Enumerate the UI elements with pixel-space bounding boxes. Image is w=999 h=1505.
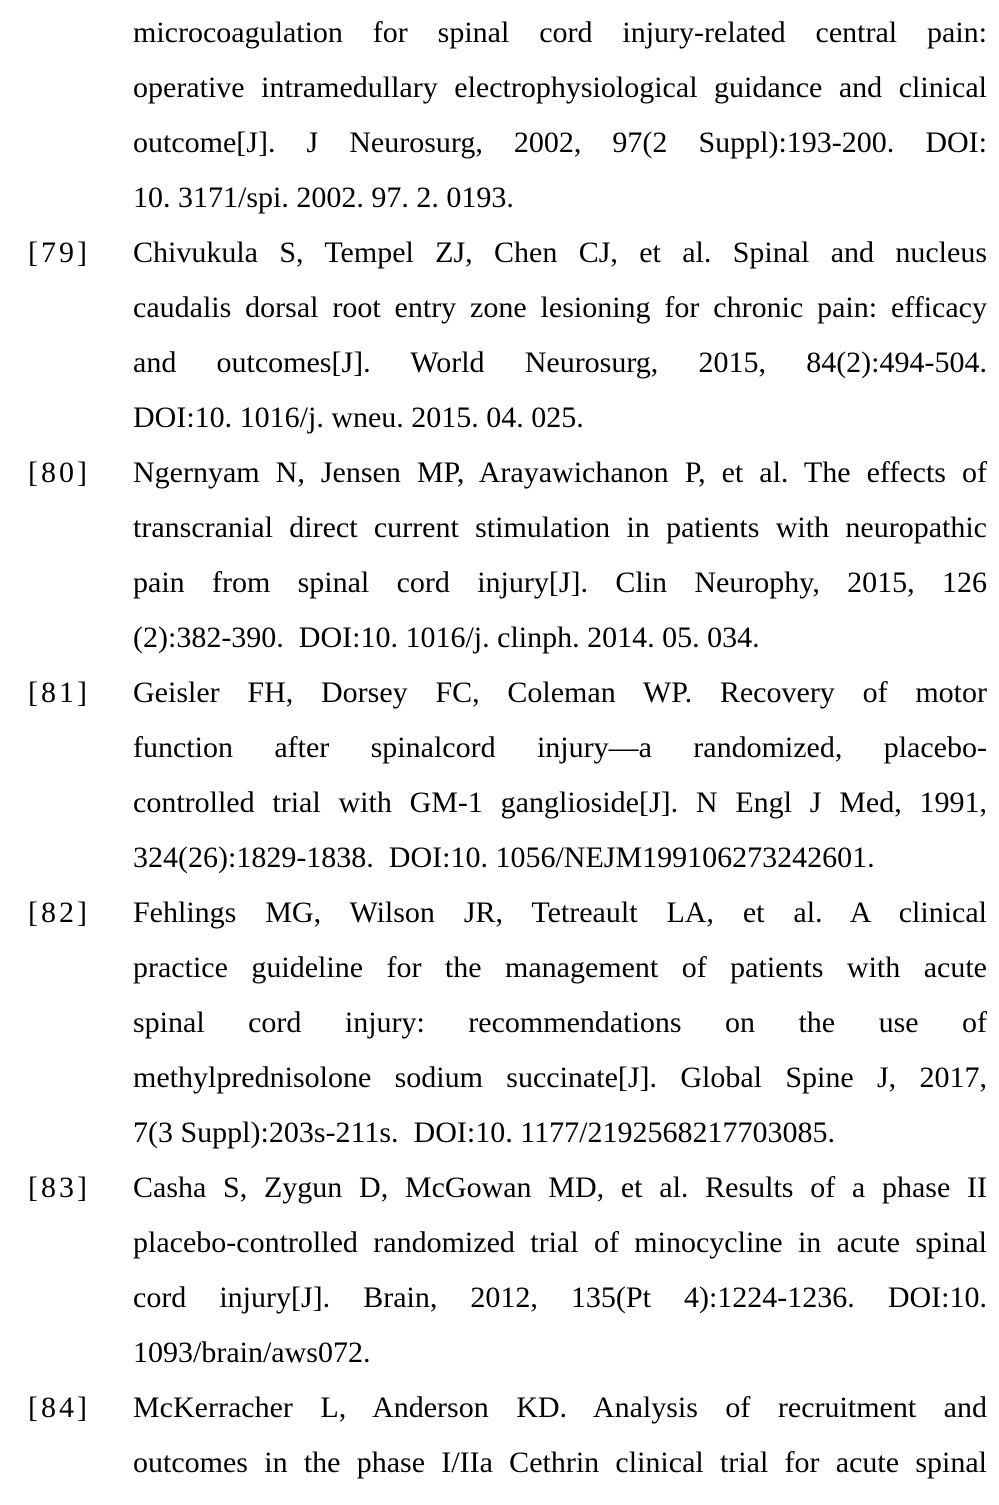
reference-item-83 [0, 1160, 999, 1380]
reference-line: and outcomes[J]. World Neurosurg, 2015, 84(2):494-504. [133, 346, 987, 379]
reference-line: cord injury[J]. Brain, 2012, 135(Pt 4):1224-1236. DOI:10. [133, 1281, 987, 1314]
reference-line: caudalis dorsal root entry zone lesioning for chronic pain: efficacy [133, 291, 987, 324]
reference-item-79 [0, 225, 999, 445]
reference-line: 7(3 Suppl):203s-211s. DOI:10. 1177/2192568217703085. [133, 1116, 835, 1149]
reference-line: (2):382-390. DOI:10. 1016/j. clinph. 2014. 05. 034. [133, 621, 760, 654]
reference-line: transcranial direct current stimulation in patients with neuropathic [133, 511, 987, 544]
reference-line: outcomes in the phase I/IIa Cethrin clinical trial for acute spinal [133, 1446, 987, 1479]
reference-line: 324(26):1829-1838. DOI:10. 1056/NEJM199106273242601. [133, 841, 875, 874]
reference-item-81 [0, 665, 999, 885]
reference-number: [82] [28, 896, 90, 929]
reference-line: 10. 3171/spi. 2002. 97. 2. 0193. [133, 181, 514, 214]
reference-line: practice guideline for the management of patients with acute [133, 951, 987, 984]
reference-item-84 [0, 1380, 999, 1490]
reference-text [133, 225, 987, 445]
reference-line: spinal cord injury: recommendations on the use of [133, 1006, 987, 1039]
reference-number: [80] [28, 456, 90, 489]
reference-line: DOI:10. 1016/j. wneu. 2015. 04. 025. [133, 401, 584, 434]
reference-text [133, 1380, 987, 1490]
reference-line: microcoagulation for spinal cord injury-related central pain: [133, 16, 987, 49]
reference-line: Casha S, Zygun D, McGowan MD, et al. Results of a phase II [133, 1171, 987, 1204]
reference-text [133, 445, 987, 665]
reference-line: Geisler FH, Dorsey FC, Coleman WP. Recovery of motor [133, 676, 987, 709]
reference-line: McKerracher L, Anderson KD. Analysis of recruitment and [133, 1391, 987, 1424]
reference-text [133, 1160, 987, 1380]
reference-text [133, 665, 987, 885]
reference-number: [83] [28, 1171, 90, 1204]
reference-number: [81] [28, 676, 90, 709]
reference-line: methylprednisolone sodium succinate[J]. Global Spine J, 2017, [133, 1061, 987, 1094]
reference-item-78-continuation [0, 5, 999, 225]
reference-line: Fehlings MG, Wilson JR, Tetreault LA, et al. A clinical [133, 896, 987, 929]
reference-line: controlled trial with GM-1 ganglioside[J]. N Engl J Med, 1991, [133, 786, 987, 819]
reference-line: operative intramedullary electrophysiological guidance and clinical [133, 71, 987, 104]
reference-line: pain from spinal cord injury[J]. Clin Neurophy, 2015, 126 [133, 566, 987, 599]
reference-line: outcome[J]. J Neurosurg, 2002, 97(2 Suppl):193-200. DOI: [133, 126, 987, 159]
reference-line: function after spinalcord injury—a randomized, placebo- [133, 731, 987, 764]
reference-text [133, 885, 987, 1160]
reference-number: [84] [28, 1391, 90, 1424]
reference-line: placebo-controlled randomized trial of minocycline in acute spinal [133, 1226, 987, 1259]
reference-line: 1093/brain/aws072. [133, 1336, 371, 1369]
reference-item-80 [0, 445, 999, 665]
reference-line: Ngernyam N, Jensen MP, Arayawichanon P, et al. The effects of [133, 456, 987, 489]
reference-item-82 [0, 885, 999, 1160]
reference-line: Chivukula S, Tempel ZJ, Chen CJ, et al. Spinal and nucleus [133, 236, 987, 269]
reference-text [133, 5, 987, 225]
reference-number: [79] [28, 236, 90, 269]
